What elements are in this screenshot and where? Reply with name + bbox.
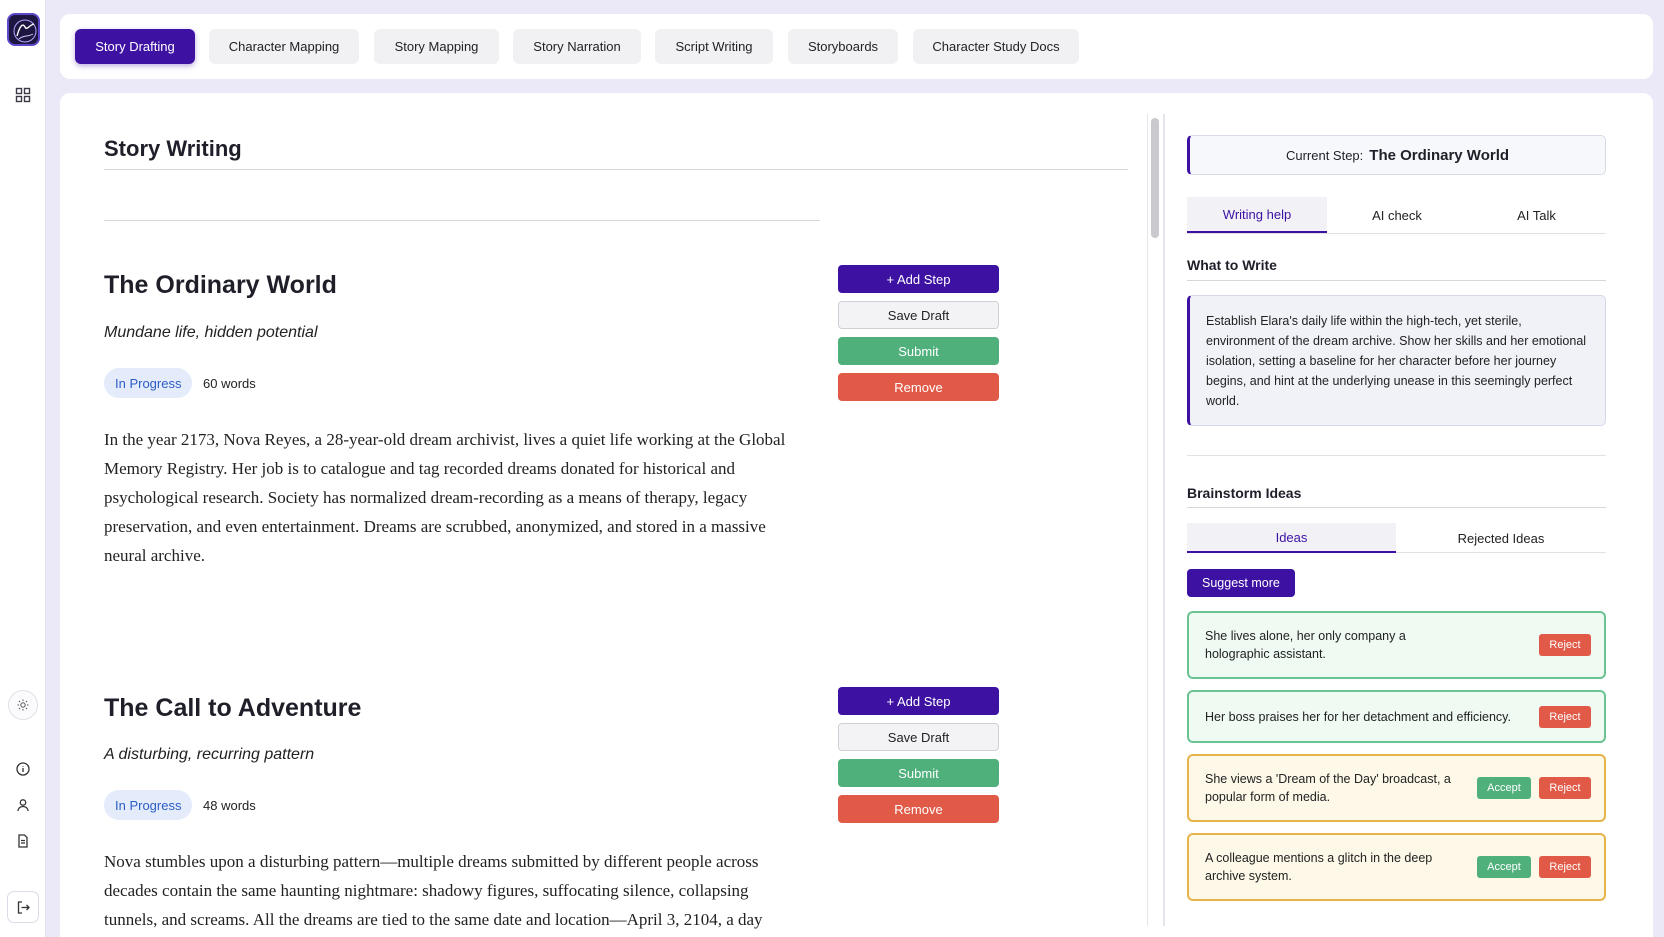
- logout-icon: [16, 900, 31, 915]
- what-to-write-text: Establish Elara's daily life within the high-tech, yet sterile, environment of the dream archive. Show her skills and her emotional isolation, setting a baseline for her character before her journey begins, and hint at the underlying unease in this seemingly perfect world.: [1187, 295, 1606, 426]
- step-title: The Call to Adventure: [104, 694, 362, 722]
- current-step-banner: [1187, 135, 1606, 175]
- tab-rejected-ideas[interactable]: Rejected Ideas: [1457, 530, 1545, 546]
- save-draft-button[interactable]: Save Draft: [838, 723, 999, 751]
- tabs-divider: [1187, 233, 1606, 234]
- idea-card: [1187, 754, 1606, 822]
- step-subtitle: A disturbing, recurring pattern: [104, 746, 315, 763]
- idea-card: [1187, 833, 1606, 901]
- step-title: The Ordinary World: [104, 271, 337, 299]
- top-tab-bar: [60, 14, 1653, 79]
- submit-button[interactable]: Submit: [838, 337, 999, 365]
- document-icon[interactable]: [13, 831, 33, 851]
- user-icon[interactable]: [13, 795, 33, 815]
- section-divider: [104, 220, 820, 221]
- tab-storyboards[interactable]: Storyboards: [788, 29, 898, 64]
- left-sidebar: [0, 0, 46, 937]
- grid-icon[interactable]: [13, 85, 33, 105]
- idea-text: A colleague mentions a glitch in the deep archive system.: [1205, 851, 1433, 883]
- theme-toggle-button[interactable]: [8, 690, 38, 720]
- remove-button[interactable]: Remove: [838, 795, 999, 823]
- add-step-button[interactable]: + Add Step: [838, 687, 999, 715]
- accept-button[interactable]: Accept: [1477, 856, 1531, 878]
- tab-story-drafting[interactable]: Story Drafting: [75, 29, 195, 64]
- submit-button[interactable]: Submit: [838, 759, 999, 787]
- idea-text: She lives alone, her only company a holographic assistant.: [1205, 629, 1406, 661]
- suggest-more-button[interactable]: Suggest more: [1187, 569, 1295, 597]
- status-badge: In Progress: [104, 790, 192, 820]
- info-icon[interactable]: [13, 759, 33, 779]
- what-to-write-title: What to Write: [1187, 257, 1277, 273]
- tab-ai-talk[interactable]: AI Talk: [1517, 207, 1556, 223]
- reject-button[interactable]: Reject: [1539, 777, 1591, 799]
- reject-button[interactable]: Reject: [1539, 706, 1591, 728]
- step-body-text[interactable]: Nova stumbles upon a disturbing pattern—multiple dreams submitted by different people across decades contain the same haunting nightmare: shadowy figures, suffocating silence, collapsing tunnels, and screams. All the dreams are tied to the same date and location—April 3, 2104, a day: [104, 852, 763, 929]
- what-to-write-divider: [1187, 280, 1606, 281]
- reject-button[interactable]: Reject: [1539, 856, 1591, 878]
- app-logo[interactable]: [7, 13, 40, 46]
- remove-button[interactable]: Remove: [838, 373, 999, 401]
- tab-ai-check[interactable]: AI check: [1372, 207, 1422, 223]
- title-divider: [104, 169, 1128, 170]
- tab-script-writing[interactable]: Script Writing: [655, 29, 773, 64]
- idea-text: Her boss praises her for her detachment and efficiency.: [1205, 709, 1511, 724]
- status-badge: In Progress: [104, 368, 192, 398]
- main-panel: [60, 93, 1653, 937]
- brainstorm-divider: [1187, 507, 1606, 508]
- page-title: Story Writing: [104, 136, 242, 161]
- scrollbar-thumb[interactable]: [1151, 118, 1159, 238]
- save-draft-button[interactable]: Save Draft: [838, 301, 999, 329]
- logo-icon: [9, 15, 40, 46]
- word-count: 60 words: [203, 376, 256, 391]
- idea-card: [1187, 690, 1606, 743]
- accept-button[interactable]: Accept: [1477, 777, 1531, 799]
- reject-button[interactable]: Reject: [1539, 634, 1591, 656]
- panel-divider: [1163, 114, 1165, 926]
- tab-story-narration[interactable]: Story Narration: [513, 29, 641, 64]
- tab-ideas[interactable]: Ideas: [1187, 523, 1396, 553]
- tab-character-study-docs[interactable]: Character Study Docs: [913, 29, 1079, 64]
- idea-tabs-divider: [1396, 552, 1606, 553]
- tab-character-mapping[interactable]: Character Mapping: [209, 29, 359, 64]
- brainstorm-title: Brainstorm Ideas: [1187, 485, 1302, 501]
- logout-button[interactable]: [7, 891, 39, 923]
- tab-writing-help[interactable]: Writing help: [1187, 197, 1327, 233]
- sun-icon: [17, 699, 29, 711]
- step-body-text[interactable]: In the year 2173, Nova Reyes, a 28-year-old dream archivist, lives a quiet life working at the Global Memory Registry. Her job is to catalogue and tag recorded dreams donated for historical and psychological research. Society has normalized dream-recording as a means of therapy, legacy preservation, and even entertainment. Dreams are scrubbed, anonymized, and stored in a massive neural archive.: [104, 430, 786, 565]
- idea-card: [1187, 611, 1606, 679]
- idea-text: She views a 'Dream of the Day' broadcast, a popular form of media.: [1205, 772, 1451, 804]
- tab-story-mapping[interactable]: Story Mapping: [374, 29, 499, 64]
- current-step-value: The Ordinary World: [1369, 146, 1510, 164]
- step-subtitle: Mundane life, hidden potential: [104, 324, 318, 341]
- add-step-button[interactable]: + Add Step: [838, 265, 999, 293]
- word-count: 48 words: [203, 798, 256, 813]
- current-step-label: Current Step:: [1285, 147, 1364, 163]
- section-divider: [1187, 455, 1606, 456]
